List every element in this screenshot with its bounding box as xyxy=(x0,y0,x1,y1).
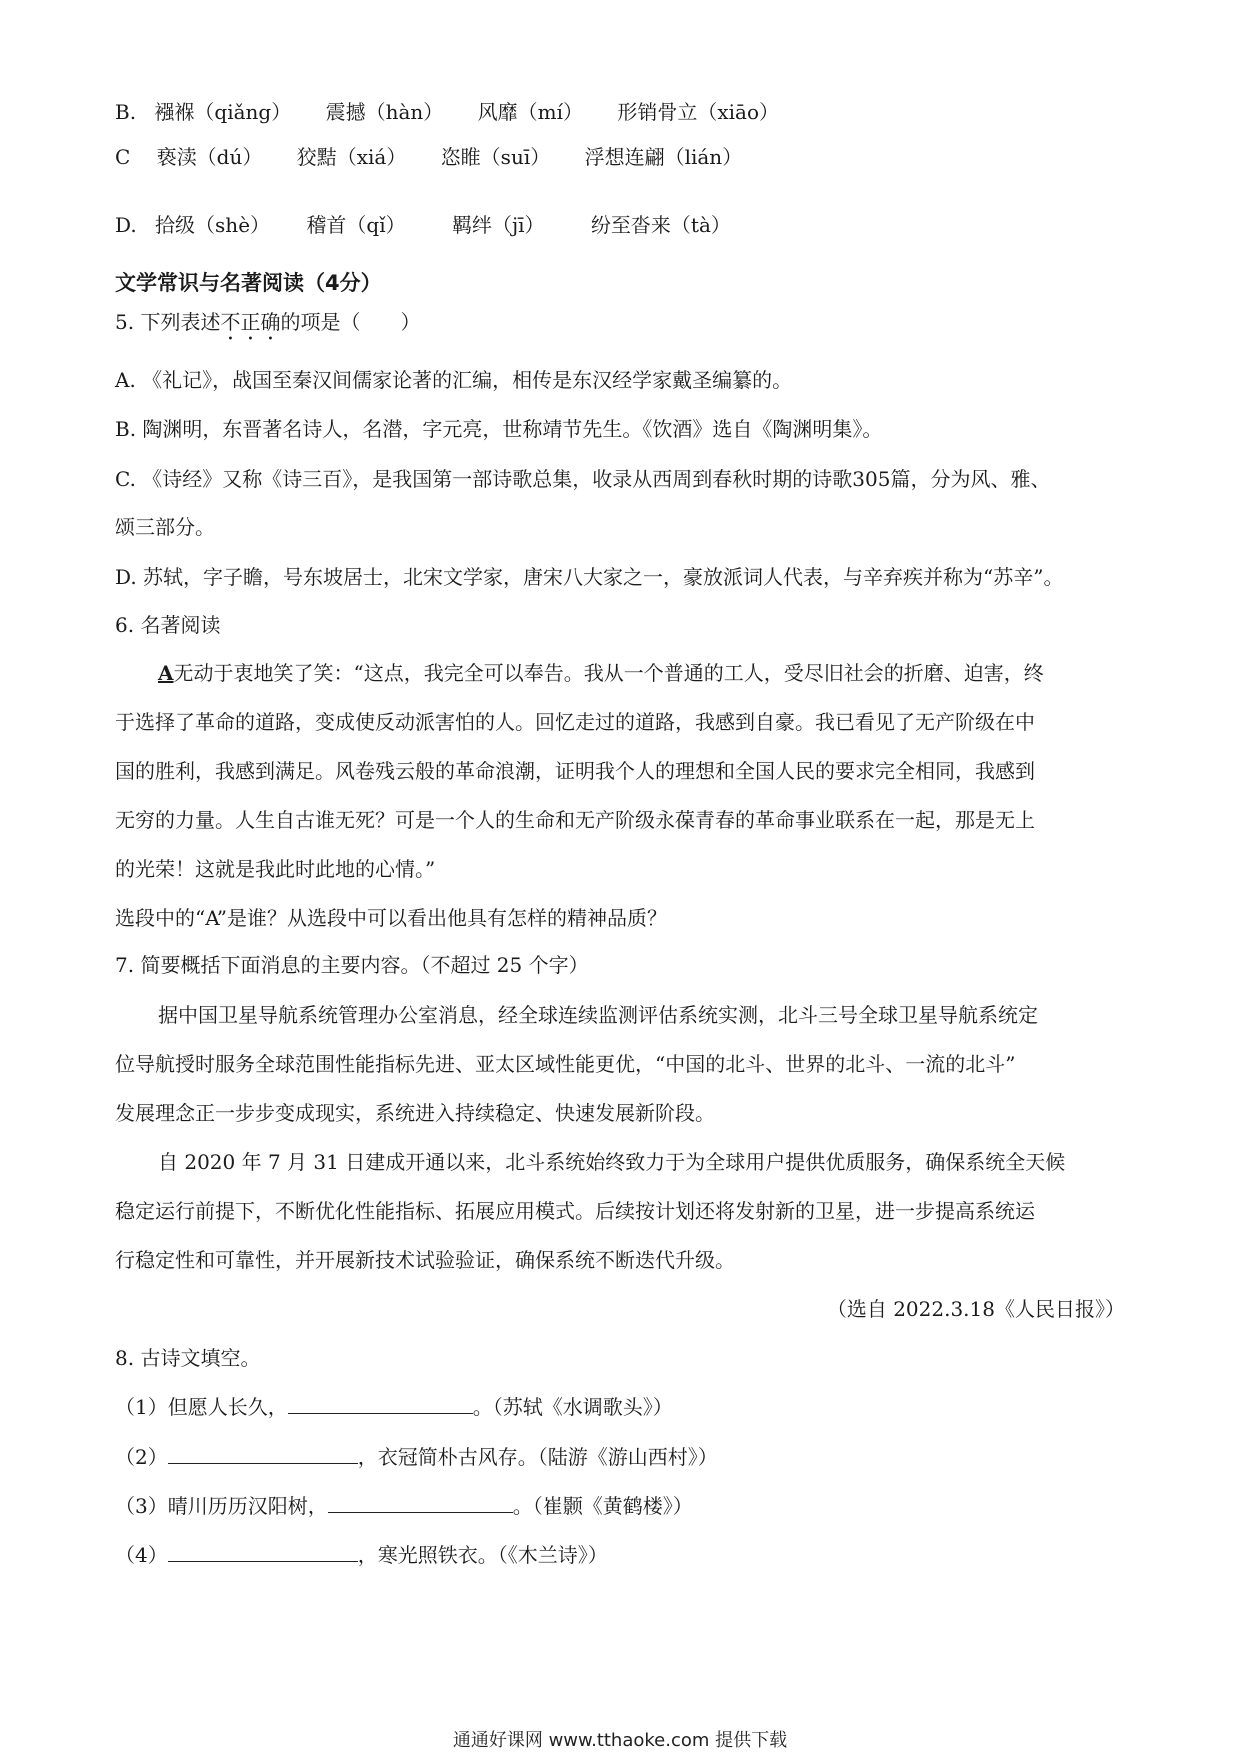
q8-item-number: （2） xyxy=(115,1445,168,1469)
q8-item xyxy=(115,1441,718,1472)
q7-news-line: 发展理念正一步步变成现实，系统进入持续稳定、快速发展新阶段。 xyxy=(115,1101,715,1125)
q4-option-d xyxy=(115,210,731,240)
q8-item-after: ，寒光照铁衣。（《木兰诗》） xyxy=(357,1543,608,1567)
q5-stem-emphasis: 不正确 xyxy=(220,310,281,334)
q8-item-number: （1） xyxy=(115,1395,168,1419)
q5-stem xyxy=(115,307,420,345)
q7-news-line: 位导航授时服务全球范围性能指标先进、亚太区域性能更优，“中国的北斗、世界的北斗、一流的北斗” xyxy=(115,1052,1016,1076)
q7-news-line: 行稳定性和可靠性，并开展新技术试验验证，确保系统不断迭代升级。 xyxy=(115,1248,735,1272)
answer-blank[interactable] xyxy=(168,1539,358,1562)
q5-option-c-line2: 颂三部分。 xyxy=(115,515,215,539)
option-label: D. xyxy=(115,213,137,237)
q5-option-d: D. 苏轼，字子瞻，号东坡居士，北宋文学家，唐宋八大家之一，豪放派词人代表，与辛弃疾并称为“苏辛”。 xyxy=(115,565,1064,589)
option-term: 浮想连翩（lián） xyxy=(584,145,743,169)
option-label: C xyxy=(115,145,131,169)
option-term: 稽首（qǐ） xyxy=(306,213,406,237)
character-a-mark: A xyxy=(158,661,174,685)
option-term: 羁绊（jī） xyxy=(451,213,545,237)
q6-passage-line xyxy=(158,658,1044,688)
page-footer: 通通好课网 www.tthaoke.com 提供下载 xyxy=(452,1730,788,1751)
q6-passage-text: 无动于衷地笑了笑：“这点，我完全可以奉告。我从一个普通的工人，受尽旧社会的折磨、迫害，终 xyxy=(173,661,1044,685)
q5-option-c-line1: C. 《诗经》又称《诗三百》，是我国第一部诗歌总集，收录从西周到春秋时期的诗歌305篇，分为风、雅、 xyxy=(115,467,1051,491)
q5-stem-prefix: 5. 下列表述 xyxy=(115,310,221,334)
q8-item-number: （3） xyxy=(115,1494,168,1518)
option-term: 纷至沓来（tà） xyxy=(590,213,731,237)
answer-blank[interactable] xyxy=(328,1490,513,1513)
option-term: 狡黠（xiá） xyxy=(296,145,407,169)
q8-item-number: （4） xyxy=(115,1543,168,1567)
q8-item xyxy=(115,1539,608,1570)
q7-news-line: 据中国卫星导航系统管理办公室消息，经全球连续监测评估系统实测，北斗三号全球卫星导航系统定 xyxy=(158,1003,1038,1027)
q8-item-after: ，衣冠简朴古风存。（陆游《游山西村》） xyxy=(357,1445,718,1469)
q8-item-after: 。（崔颢《黄鹤楼》） xyxy=(512,1494,693,1518)
option-term: 形销骨立（xiāo） xyxy=(617,100,780,124)
q5-stem-suffix: 的项是（ ） xyxy=(280,310,421,334)
option-label: B. xyxy=(115,100,137,124)
q7-news-line: 稳定运行前提下，不断优化性能指标、拓展应用模式。后续按计划还将发射新的卫星，进一步提高系统运 xyxy=(115,1199,1035,1223)
q8-item xyxy=(115,1391,673,1422)
option-term: 恣睢（suī） xyxy=(440,145,551,169)
q5-option-a: A. 《礼记》，战国至秦汉间儒家论著的汇编，相传是东汉经学家戴圣编纂的。 xyxy=(115,368,793,392)
q7-title: 7. 简要概括下面消息的主要内容。（不超过 25 个字） xyxy=(115,953,589,977)
q5-option-b: B. 陶渊明，东晋著名诗人，名潜，字元亮，世称靖节先生。《饮酒》选自《陶渊明集》。 xyxy=(115,417,883,441)
q8-item-before: 但愿人长久， xyxy=(167,1395,288,1419)
q6-question: 选段中的“A”是谁？从选段中可以看出他具有怎样的精神品质？ xyxy=(115,906,667,930)
q4-option-b xyxy=(115,97,779,127)
q7-news-line: 自 2020 年 7 月 31 日建成开通以来，北斗系统始终致力于为全球用户提供优质服务，确保系统全天候 xyxy=(158,1150,1066,1174)
option-term: 亵渎（dú） xyxy=(156,145,263,169)
q8-title: 8. 古诗文填空。 xyxy=(115,1346,261,1370)
q6-passage-line: 无穷的力量。人生自古谁无死？可是一个人的生命和无产阶级永葆青春的革命事业联系在一起，那是无上 xyxy=(115,808,1035,832)
q4-option-c xyxy=(115,142,742,172)
section-title: 文学常识与名著阅读（4分） xyxy=(115,271,382,295)
answer-blank[interactable] xyxy=(288,1391,473,1414)
option-term: 风靡（mí） xyxy=(477,100,584,124)
option-term: 襁褓（qiǎng） xyxy=(154,100,292,124)
q6-passage-line: 国的胜利，我感到满足。风卷残云般的革命浪潮，证明我个人的理想和全国人民的要求完全相同，我感到 xyxy=(115,759,1035,783)
q6-passage-line: 于选择了革命的道路，变成使反动派害怕的人。回忆走过的道路，我感到自豪。我已看见了无产阶级在中 xyxy=(115,710,1035,734)
q6-title: 6. 名著阅读 xyxy=(115,613,221,637)
answer-blank[interactable] xyxy=(168,1441,358,1464)
q8-item-before: 晴川历历汉阳树， xyxy=(167,1494,328,1518)
q7-source: （选自 2022.3.18《人民日报》） xyxy=(826,1297,1125,1321)
q8-item xyxy=(115,1490,693,1521)
option-term: 震撼（hàn） xyxy=(325,100,444,124)
option-term: 拾级（shè） xyxy=(155,213,271,237)
q6-passage-line: 的光荣！这就是我此时此地的心情。” xyxy=(115,857,436,881)
q8-item-after: 。（苏轼《水调歌头》） xyxy=(472,1395,673,1419)
